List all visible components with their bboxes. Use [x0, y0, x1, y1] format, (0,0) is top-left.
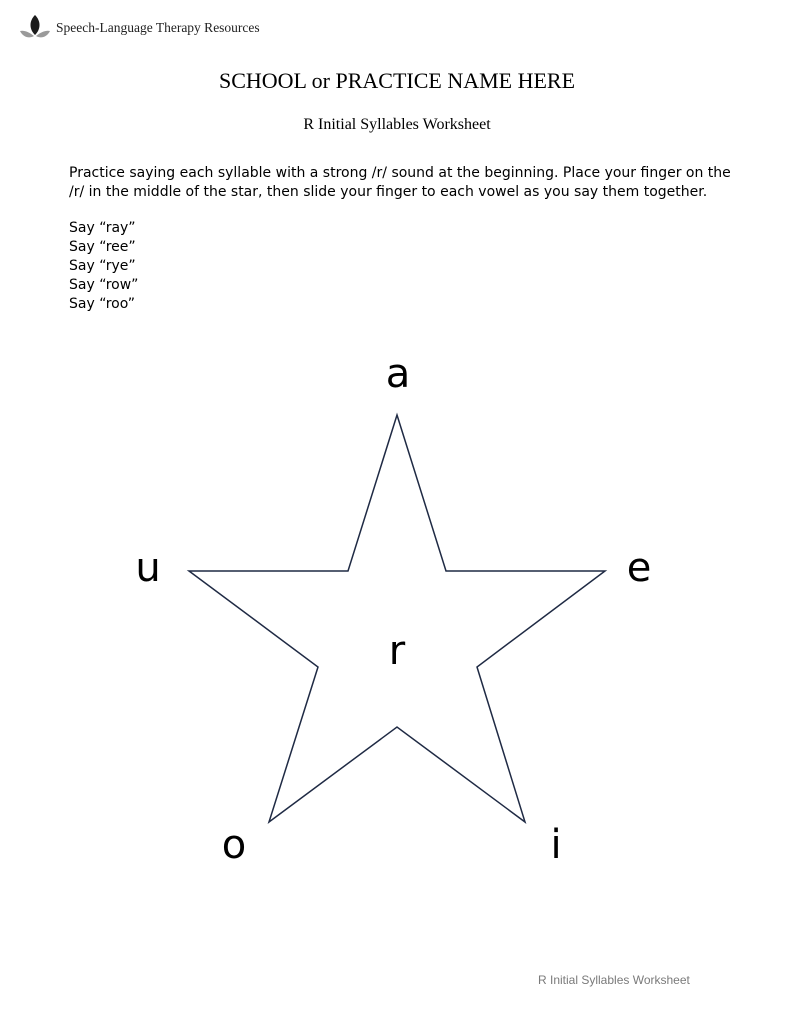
star-right-letter: e	[626, 545, 652, 591]
star-bottom-left-letter: o	[221, 822, 247, 868]
worksheet-title: R Initial Syllables Worksheet	[303, 116, 491, 133]
page-footer: R Initial Syllables Worksheet	[538, 973, 690, 987]
brand-name: Speech-Language Therapy Resources	[56, 20, 260, 35]
star-outline	[189, 415, 605, 822]
instructions-line: Practice saying each syllable with a strong /r/ sound at the beginning. Place your finger on the	[69, 165, 731, 181]
star-center-letter: r	[388, 628, 406, 674]
star-left-letter: u	[135, 545, 161, 591]
syllable-item: Say “row”	[69, 277, 139, 293]
star-top-letter: a	[385, 351, 411, 397]
instructions-line: /r/ in the middle of the star, then slide your finger to each vowel as you say them together.	[69, 184, 708, 200]
school-name: SCHOOL or PRACTICE NAME HERE	[218, 68, 576, 93]
syllable-item: Say “ray”	[69, 220, 136, 236]
star-bottom-right-letter: i	[550, 822, 562, 868]
syllable-item: Say “ree”	[69, 239, 136, 255]
syllable-item: Say “rye”	[69, 258, 136, 274]
syllable-item: Say “roo”	[69, 296, 136, 312]
